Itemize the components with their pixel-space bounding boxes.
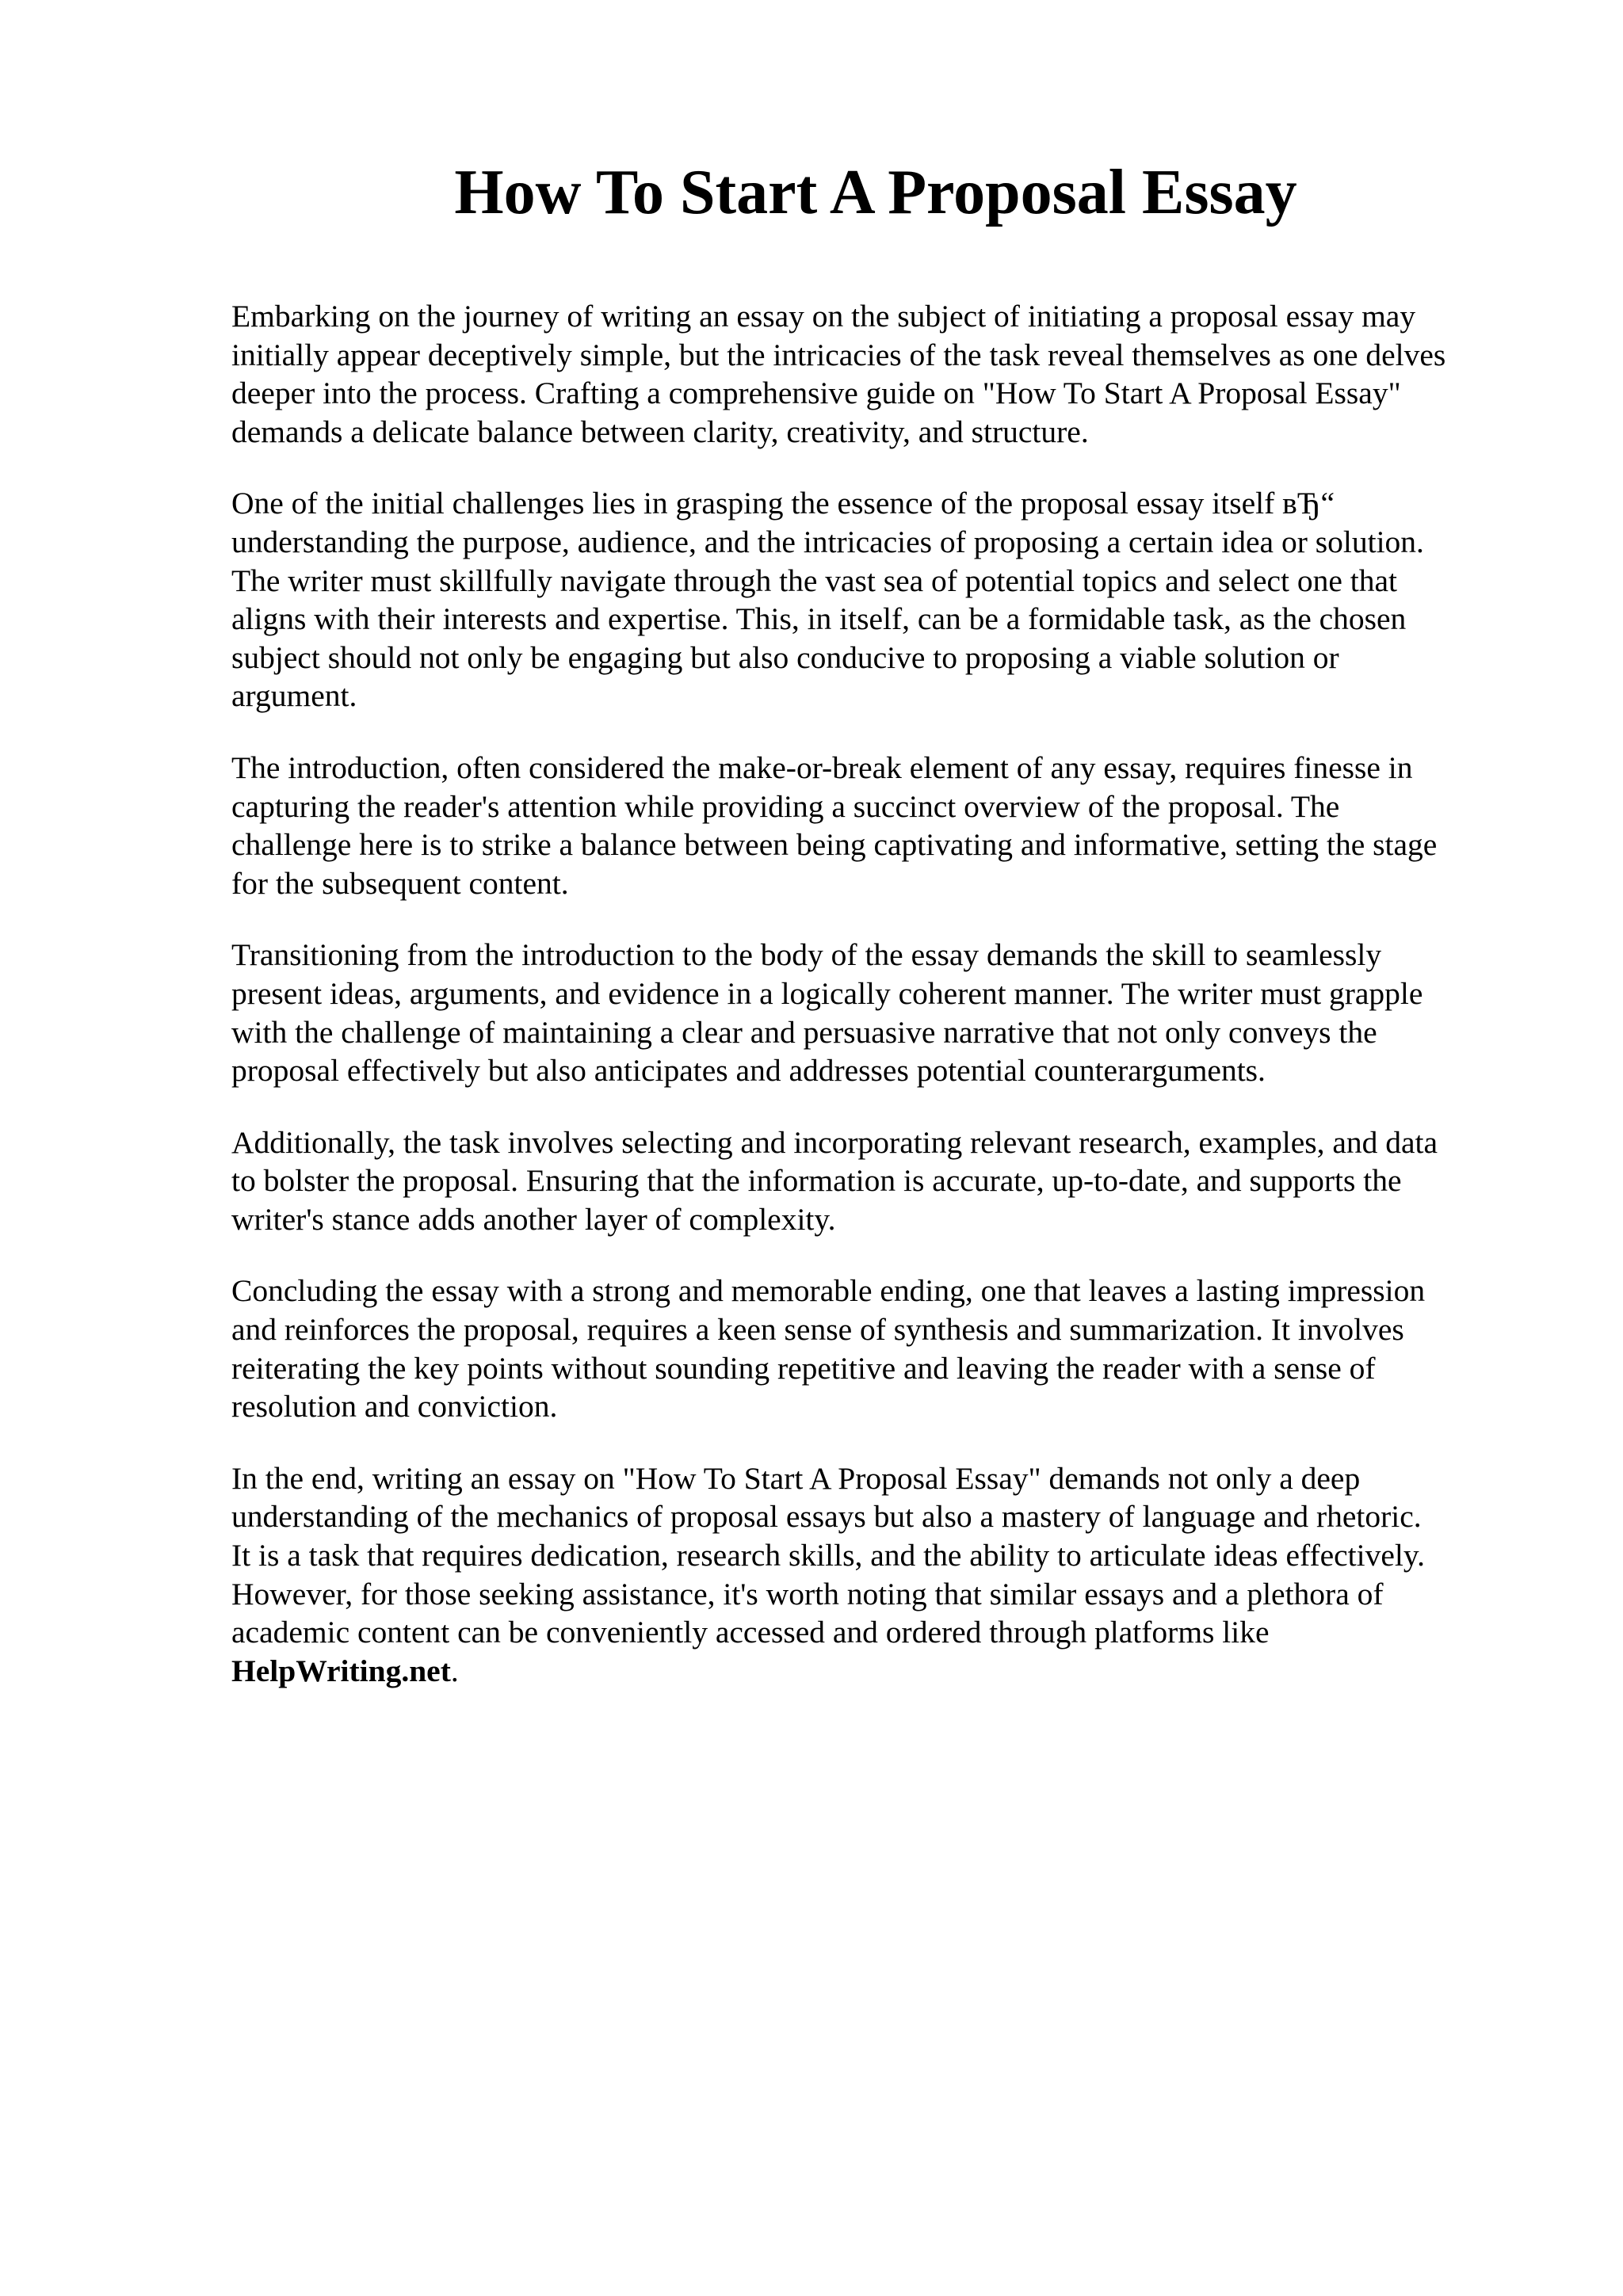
paragraph-1 [231, 297, 1531, 451]
text-line: writer's stance adds another layer of complexity. [231, 1201, 836, 1237]
text-line: In the end, writing an essay on "How To Start A Proposal Essay" demands not only a deep [231, 1460, 1361, 1496]
text-line: reiterating the key points without sounding repetitive and leaving the reader with a sense of [231, 1350, 1376, 1386]
essay-body [231, 297, 1531, 1723]
text-line: to bolster the proposal. Ensuring that the information is accurate, up-to-date, and supports the [231, 1163, 1402, 1199]
closing-period: . [450, 1653, 459, 1688]
helpwriting-link[interactable]: HelpWriting.net [231, 1653, 451, 1688]
text-line: academic content can be conveniently accessed and ordered through platforms like [231, 1615, 1270, 1650]
text-line: aligns with their interests and expertise. This, in itself, can be a formidable task, as the chosen [231, 601, 1407, 637]
text-line: The writer must skillfully navigate through the vast sea of potential topics and select one that [231, 563, 1397, 598]
text-line: for the subsequent content. [231, 865, 569, 901]
text-line: present ideas, arguments, and evidence in a logically coherent manner. The writer must grapple [231, 975, 1423, 1011]
text-line: with the challenge of maintaining a clear and persuasive narrative that not only conveys the [231, 1014, 1377, 1050]
text-line: One of the initial challenges lies in grasping the essence of the proposal essay itself вЂ“ [231, 486, 1335, 521]
paragraph-4 [231, 936, 1531, 1089]
text-line: and reinforces the proposal, requires a keen sense of synthesis and summarization. It involves [231, 1312, 1404, 1348]
text-line: It is a task that requires dedication, research skills, and the ability to articulate ideas effectively. [231, 1538, 1425, 1573]
paragraph-2 [231, 484, 1531, 715]
text-line: Embarking on the journey of writing an essay on the subject of initiating a proposal essay may [231, 299, 1416, 334]
paragraph-5 [231, 1123, 1531, 1239]
text-line: resolution and conviction. [231, 1389, 558, 1425]
text-line: initially appear deceptively simple, but the intricacies of the task reveal themselves as one delves [231, 337, 1446, 372]
text-line: The introduction, often considered the make-or-break element of any essay, requires finesse in [231, 749, 1413, 785]
text-line: Transitioning from the introduction to the body of the essay demands the skill to seamlessly [231, 937, 1382, 973]
text-line: demands a delicate balance between clarity, creativity, and structure. [231, 414, 1089, 449]
text-line: However, for those seeking assistance, it's worth noting that similar essays and a plethora of [231, 1576, 1384, 1611]
text-line: Concluding the essay with a strong and memorable ending, one that leaves a lasting impression [231, 1273, 1426, 1309]
text-line: Additionally, the task involves selecting and incorporating relevant research, examples, and data [231, 1124, 1438, 1160]
text-line: argument. [231, 678, 357, 714]
paragraph-7 [231, 1459, 1531, 1691]
text-line: deeper into the process. Crafting a comprehensive guide on "How To Start A Proposal Essay" [231, 376, 1401, 411]
page-title: How To Start A Proposal Essay [454, 158, 1297, 227]
closing-line [231, 1652, 1531, 1691]
text-line: understanding the purpose, audience, and the intricacies of proposing a certain idea or solution. [231, 524, 1424, 559]
text-line: capturing the reader's attention while providing a succinct overview of the proposal. The [231, 788, 1340, 824]
text-line: proposal effectively but also anticipates and addresses potential counterarguments. [231, 1053, 1266, 1089]
text-line: subject should not only be engaging but also conducive to proposing a viable solution or [231, 639, 1339, 675]
text-line: understanding of the mechanics of proposal essays but also a mastery of language and rhetoric. [231, 1499, 1422, 1535]
paragraph-6 [231, 1272, 1531, 1425]
paragraph-3 [231, 749, 1531, 902]
text-line: challenge here is to strike a balance between being captivating and informative, setting the stage [231, 827, 1438, 863]
